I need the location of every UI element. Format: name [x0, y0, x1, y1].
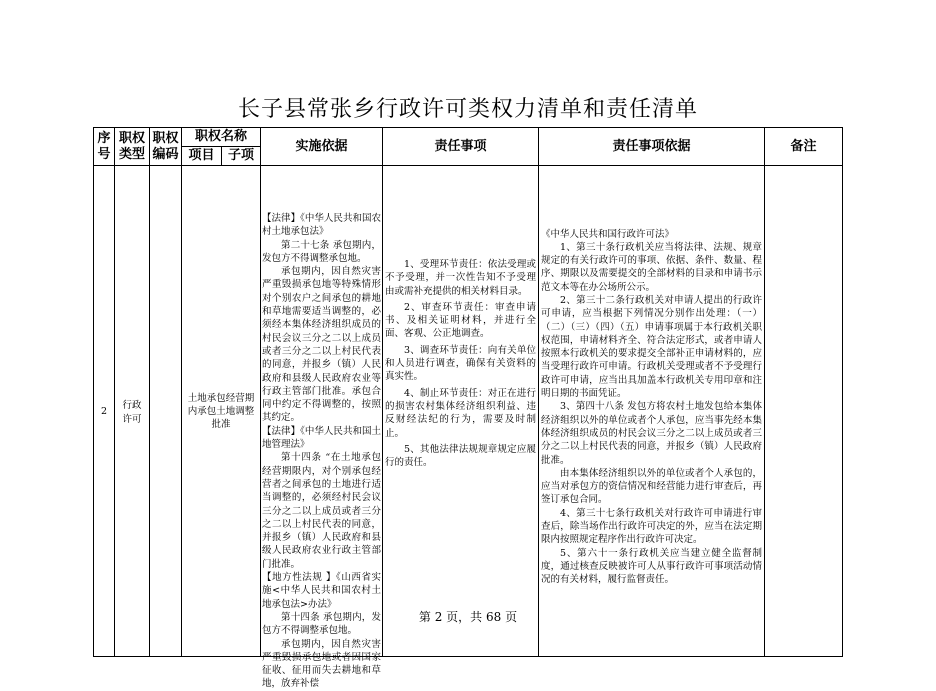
power-list-table	[93, 127, 843, 690]
responsibility-basis-paragraph: 4、第三十七条行政机关对行政许可申请进行审查后，除当场作出行政许可决定的外，应当在法定期限内按照规定程序作出行政许可决定。	[541, 507, 763, 546]
responsibility-item: 4、制止环节责任：对正在进行的损害农村集体经济组织利益、违反财经法纪的行为，需要及时制止。	[385, 387, 537, 439]
basis-paragraph: 【地方性法规 】《山西省实施<中华人民共和国农村土地承包法>办法》	[262, 572, 382, 610]
row-item: 土地承包经营期内承包土地调整批准	[182, 166, 261, 657]
responsibility-basis-paragraph: 3、第四十八条 发包方将农村土地发包给本集体经济组织以外的单位或者个人承包，应当事先经本集体经济组织成员的村民会议三分之二以上成员或者三分之二以上村民代表的同意，并报乡（镇）人民政府批准。	[541, 401, 763, 466]
basis-paragraph: 第十四条 “在土地承包经营期限内，对个别承包经营者之间承包的土地进行适当调整的，必须经村民会议三分之二以上成员或者三分之二以上村民代表的同意，并报乡（镇）人民政府和县级人民政府农业行政主管部门批准。	[262, 452, 382, 570]
row-responsibility-cell	[383, 166, 539, 657]
header-item: 项目	[182, 147, 222, 166]
basis-paragraph: 承包期内，因自然灾害严重毁损承包地等特殊情形对个别农户之间承包的耕地和草地需要适当调整的，必须经本集体经济组织成员的村民会议三分之二以上成员或者三分之二以上村民代表的同意，并报乡（镇）人民政府和县级人民政府农业等行政主管部门批准。承包合同中约定不得调整的，按照其约定。	[262, 266, 382, 424]
basis-paragraph: 【法律】《中华人民共和国土地管理法》	[262, 425, 382, 451]
row-responsibility-basis-cell	[539, 166, 765, 657]
header-code: 职权编码	[150, 128, 182, 166]
responsibility-item: 5、其他法律法规规章规定应履行的责任。	[385, 443, 537, 469]
basis-paragraph: 承包期内，因自然灾害严重毁损承包地或者因国家征收、征用而失去耕地和草地，放弃补偿	[262, 638, 382, 690]
row-remark	[765, 166, 843, 657]
responsibility-basis-paragraph: 5、第六十一条行政机关应当建立健全监督制度，通过核查反映被许可人从事行政许可事项活动情况的有关材料，履行监督责任。	[541, 547, 763, 586]
header-name: 职权名称	[182, 128, 261, 147]
table-row	[94, 166, 843, 657]
responsibility-basis-paragraph: 由本集体经济组织以外的单位或者个人承包的，应当对承包方的资信情况和经营能力进行审查后，再签订承包合同。	[541, 467, 763, 506]
responsibility-basis-paragraph: 《中华人民共和国行政许可法》	[541, 228, 675, 240]
basis-paragraph: 第二十七条 承包期内，发包方不得调整承包地。	[262, 239, 382, 264]
responsibility-text	[383, 166, 538, 656]
page-title: 长子县常张乡行政许可类权力清单和责任清单	[237, 97, 698, 122]
row-basis-cell	[261, 166, 383, 690]
header-type: 职权类型	[115, 128, 150, 166]
responsibility-item: 2、审查环节责任：审查申请书、及相关证明材料，并进行全面、客观、公正地调查。	[385, 301, 537, 340]
header-basis: 实施依据	[261, 128, 383, 166]
responsibility-basis-text	[539, 197, 764, 626]
responsibility-item: 3、调查环节责任：向有关单位和人员进行调查，确保有关资料的真实性。	[385, 344, 537, 383]
responsibility-basis-paragraph: 1、第三十条行政机关应当将法律、法规、规章规定的有关行政许可的事项、依据、条件、数量、程序、期限以及需要提交的全部材料的目录和申请书示范文本等在办公场所公示。	[541, 241, 763, 293]
header-remark: 备注	[765, 128, 843, 166]
header-responsibility-basis: 责任事项依据	[539, 128, 765, 166]
header-seq: 序号	[94, 128, 115, 166]
basis-paragraph: 【法律】《中华人民共和国农村土地承包法》	[262, 213, 382, 238]
basis-text	[261, 212, 382, 690]
row-seq: 2	[94, 166, 115, 657]
basis-paragraph: 第十四条 承包期内，发包方不得调整承包地。	[262, 611, 382, 637]
header-responsibility: 责任事项	[383, 128, 539, 166]
responsibility-item: 1、受理环节责任：依法受理或不予受理，并一次性告知不予受理由或需补充提供的相关材料目录。	[385, 259, 537, 297]
header-subitem: 子项	[222, 147, 261, 166]
row-type: 行政许可	[115, 166, 150, 657]
page-footer: 第 2 页，共 68 页	[418, 610, 518, 624]
row-code	[150, 166, 182, 657]
responsibility-basis-paragraph: 2、第三十二条行政机关对申请人提出的行政许可申请，应当根据下列情况分别作出处理：（一）（二）（三）（四）（五）申请事项属于本行政机关职权范围，申请材料齐全、符合法定形式，或者申请人按照本行政机关的要求提交全部补正申请材料的，应当受理行政许可申请。行政机关受理或者不予受理行政许可申请，应当出具加盖本行政机关专用印章和注明日期的书面凭证。	[541, 294, 763, 400]
